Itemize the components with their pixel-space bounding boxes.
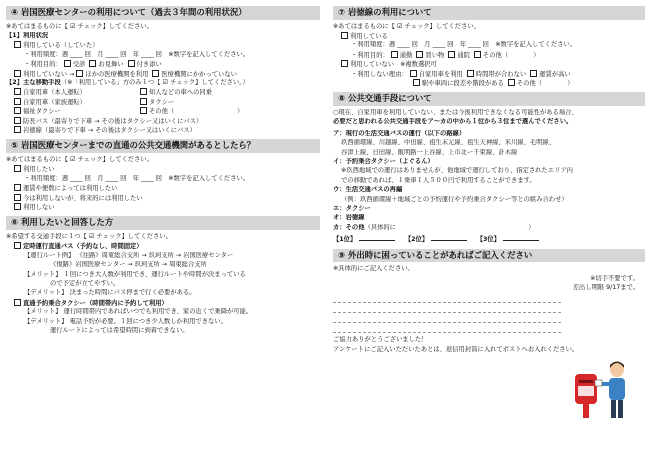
section-6-header: ⑥ 利用したいと回答した方 xyxy=(6,216,320,230)
thanks-text: ご協力ありがとうございました！ xyxy=(333,336,428,344)
train-reason-option: 時間帯が合わない xyxy=(475,70,527,78)
train-purpose-checkbox[interactable] xyxy=(448,51,455,58)
comment-area[interactable] xyxy=(333,293,561,333)
train-not-used-label: 利用していない xyxy=(350,61,395,69)
section-5-header: ⑤ 岩国医療センターまでの直通の公共交通機関があるとしたら？ xyxy=(6,139,320,153)
option-b-label: 直通予約乗合タクシー（時間帯内に予約して利用） xyxy=(23,299,168,307)
option-a-routes-2: 谷津上線、日田線、飯明路一上谷線、上市北ー千束線、計木線 xyxy=(341,148,518,156)
used-label: 利用している（していた） xyxy=(23,42,99,50)
want-frequency: ・利用頻度：週 ____ 回 月 ____ 回 年 ____ 回 ※数字を記入してください。 xyxy=(24,174,250,182)
q1-label: 【1】利用状況 xyxy=(6,32,49,40)
option-c-title: ウ：生活交通バスの再編 xyxy=(333,186,403,194)
mode-option: タクシー xyxy=(149,98,175,106)
want-label: 利用したい xyxy=(23,166,55,174)
mode-checkbox[interactable] xyxy=(14,107,21,114)
purpose-checkbox[interactable] xyxy=(128,60,135,67)
train-purpose-option: 通勤 xyxy=(399,51,413,59)
mode-checkbox[interactable] xyxy=(140,88,147,95)
section-4-instruction: ※あてはまるものに【 ☑ チェック】してください。 xyxy=(6,22,153,30)
train-reason-checkbox[interactable] xyxy=(530,70,537,77)
merit-label: 【メリット】 xyxy=(24,308,62,316)
merit-a-text: １回につき大人数が利用でき、運行ルートや時間が決まっている xyxy=(63,270,246,278)
bus-option: 防長バス（最寄りで下車 → その後はタクシー又はいくにバス） xyxy=(23,117,203,125)
option-c-desc: （例：玖西循環線＋地域ごとの予約運行や予約乗合タクシー等との組み合わせ） xyxy=(341,195,568,203)
demerit-b-text-2: 運行ルートによっては希望時間に到着できない。 xyxy=(50,326,189,334)
purpose-checkbox[interactable] xyxy=(64,60,71,67)
section-5-instruction: ※あてはまるものに【 ☑ チェック】してください。 xyxy=(6,156,153,163)
person-icon xyxy=(595,362,625,419)
section-8-header: ⑧ 公共交通手段について xyxy=(333,92,645,106)
option-label: 運賃や便数によっては利用したい xyxy=(23,185,118,193)
rank-3-input[interactable] xyxy=(503,235,539,241)
option-a-title: ア：現行の生活交通バスの運行（以下の路線） xyxy=(333,129,466,137)
train-purpose-option: 通院 xyxy=(457,51,470,59)
section-7-instruction: ※あてはまるものに【 ☑ チェック】してください。 xyxy=(333,22,480,30)
mode-option: 知人などの車への同乗 xyxy=(149,89,212,97)
want-checkbox[interactable] xyxy=(14,165,21,172)
train-frequency: ・利用頻度：週 ____ 回 月 ____ 回 年 ____ 回 ※数字を記入してください。 xyxy=(351,41,577,49)
purpose-checkbox[interactable] xyxy=(89,60,96,67)
multi-select-note: ※複数選択可 xyxy=(400,61,437,69)
rank-2-label: 【2位】 xyxy=(404,236,429,244)
option-b-desc: ※玖西地域での運行はありませんが、他地域で運行しており、指定されたエリア内 xyxy=(341,167,573,175)
mode-option: 福祉タクシー xyxy=(23,108,61,116)
rank-1-input[interactable] xyxy=(359,235,395,241)
merit-label: 【メリット】 xyxy=(24,270,62,278)
right-column xyxy=(333,6,645,355)
reason-checkbox[interactable] xyxy=(152,70,159,77)
left-column xyxy=(6,6,320,336)
merit-a-text-2: ので予定が立てやすい。 xyxy=(50,279,120,287)
route-label: 【運行ルート例】 xyxy=(24,251,75,259)
usage-frequency: ・利用頻度：週 ____ 回 月 ____ 回 年 ____ 回 ※数字を記入してください。 xyxy=(24,50,250,58)
demerit-label: 【デメリット】 xyxy=(24,317,68,325)
option-label: 今は利用しないが、将来的には利用したい xyxy=(23,194,143,202)
bus-checkbox[interactable] xyxy=(14,117,21,124)
train-reason-option: 自家用車を利用 xyxy=(418,70,463,78)
merit-b-text: 運行時間帯内であればいつでも利用でき、家の近くで乗降が可能。 xyxy=(63,308,253,316)
route-return: 《復路》岩国医療センター → 玖珂支所 → 周東総合支所 xyxy=(50,261,207,269)
rank-1-label: 【1位】 xyxy=(333,236,357,244)
train-reason-option: 運賃が高い xyxy=(539,70,571,78)
reason-option: ほかの医療機関を利用 xyxy=(85,70,149,78)
not-used-label: 利用していない xyxy=(23,70,68,78)
option-a-checkbox[interactable] xyxy=(14,242,21,249)
mode-option: 自家用車（家族運転） xyxy=(23,98,86,106)
train-purpose-checkbox[interactable] xyxy=(416,51,423,58)
option-e-title: オ：岩徳線 xyxy=(333,214,365,222)
option-checkbox[interactable] xyxy=(14,203,21,210)
demerit-label: 【デメリット】 xyxy=(24,289,68,297)
deadline-note: 差出し期限 9/17まで。 xyxy=(572,283,639,291)
train-checkbox[interactable] xyxy=(14,126,21,133)
demerit-b-text: 電話予約が必要。１回につき少人数しか利用できない。 xyxy=(69,317,227,325)
train-reason-checkbox[interactable] xyxy=(508,79,515,86)
option-checkbox[interactable] xyxy=(14,184,21,191)
reason-label: ・利用しない理由： xyxy=(351,70,408,78)
mode-checkbox[interactable] xyxy=(14,88,21,95)
closing-text: アンケートにご記入いただいたあとは、返信用封筒に入れてポストへお入れください。 xyxy=(333,345,579,353)
train-used-label: 利用している xyxy=(350,33,388,41)
train-reason-option: その他（ ） xyxy=(516,80,574,87)
mode-checkbox[interactable] xyxy=(14,98,21,105)
section-9-instruction: ※具体的にご記入ください。 xyxy=(333,265,414,273)
train-option: 岩徳線（最寄りで下車 → その後はタクシー又はいくにバス） xyxy=(23,126,196,134)
mode-checkbox[interactable] xyxy=(140,107,147,114)
transport-modes xyxy=(6,88,320,116)
section-6-instruction: ※希望する交通手段に１つ【 ☑ チェック】してください。 xyxy=(6,233,172,240)
demerit-a-text: 決まった時間にバス停まで行く必要がある。 xyxy=(69,289,196,297)
mailbox-icon xyxy=(575,374,597,418)
purpose-option: 付き添い xyxy=(136,61,162,69)
train-purpose-option: その他（ ） xyxy=(482,51,540,59)
rank-2-input[interactable] xyxy=(431,235,467,241)
option-f-note: （具体的に ） xyxy=(364,223,535,231)
mode-option: その他（ ） xyxy=(149,108,244,116)
train-reason-checkbox[interactable] xyxy=(467,70,474,77)
train-not-used-checkbox[interactable] xyxy=(341,60,348,67)
section-8-intro: ○現在、自家用車を利用していない、または今後利用できなくなる可能性がある場合、 xyxy=(333,109,578,117)
train-purpose-checkbox[interactable] xyxy=(474,51,481,58)
option-a-routes: 玖西循環線、川越線、中田線、祖生末元線、祖生天神線、米川線、毛明線、 xyxy=(341,139,556,147)
purpose-option: 受診 xyxy=(72,61,86,69)
train-reason-option: 駅や車両に段差や階段がある xyxy=(422,80,504,87)
train-used-checkbox[interactable] xyxy=(341,32,348,39)
used-checkbox[interactable] xyxy=(14,41,21,48)
purpose-option: お見舞い xyxy=(98,61,124,69)
option-checkbox[interactable] xyxy=(14,194,21,201)
arrow-icon: → xyxy=(69,70,75,78)
mailbox-illustration xyxy=(569,356,639,424)
train-purpose-option: 買い物 xyxy=(425,51,445,59)
option-b-title: イ：予約乗合タクシー（よぐるん） xyxy=(333,158,434,165)
q2-note: （※「利用している」方のみ１つ【 ☑ チェック】してください。） xyxy=(60,79,249,86)
purpose-label: ・利用目的： xyxy=(24,61,62,69)
mode-checkbox[interactable] xyxy=(140,98,147,105)
train-reason-checkbox[interactable] xyxy=(413,79,420,86)
not-used-checkbox[interactable] xyxy=(14,70,21,77)
option-a-label: 定時運行直通バス（予約なし、時間固定） xyxy=(23,243,143,251)
q2-label: 【2】主な移動手段 xyxy=(6,79,61,86)
mode-option: 自家用車（本人運転） xyxy=(23,89,86,97)
option-d-title: エ：タクシー xyxy=(333,204,371,212)
stamp-note: ※切手不要です。 xyxy=(590,274,639,282)
option-b-checkbox[interactable] xyxy=(14,299,21,306)
reason-option: 医療機関にかかっていない xyxy=(161,70,237,78)
train-purpose-checkbox[interactable] xyxy=(391,51,398,58)
rank-3-label: 【3位】 xyxy=(476,236,500,244)
option-f-title: カ：その他 xyxy=(333,223,365,231)
section-9-header: ⑨ 外出時に困っていることがあればご記入ください xyxy=(333,249,645,263)
train-purpose-label: ・利用目的： xyxy=(351,51,389,59)
option-label: 利用しない xyxy=(23,203,55,211)
option-b-desc-2: での移動であれば、１乗車１人５００円で利用することができます。 xyxy=(341,176,536,184)
section-7-header: ⑦ 岩徳線の利用について xyxy=(333,6,645,20)
section-8-intro-2: 必要だと思われる公共交通手段をア〜カの中から１位から３位まで選んでください。 xyxy=(333,118,573,126)
train-reason-checkbox[interactable] xyxy=(410,70,417,77)
route-outbound: 《往路》周東総合支所 → 玖珂支所 → 岩国医療センター xyxy=(76,251,234,259)
section-4-header: ④ 岩国医療センターの利用について（過去３年間の利用状況） xyxy=(6,6,320,20)
reason-checkbox[interactable] xyxy=(76,70,83,77)
